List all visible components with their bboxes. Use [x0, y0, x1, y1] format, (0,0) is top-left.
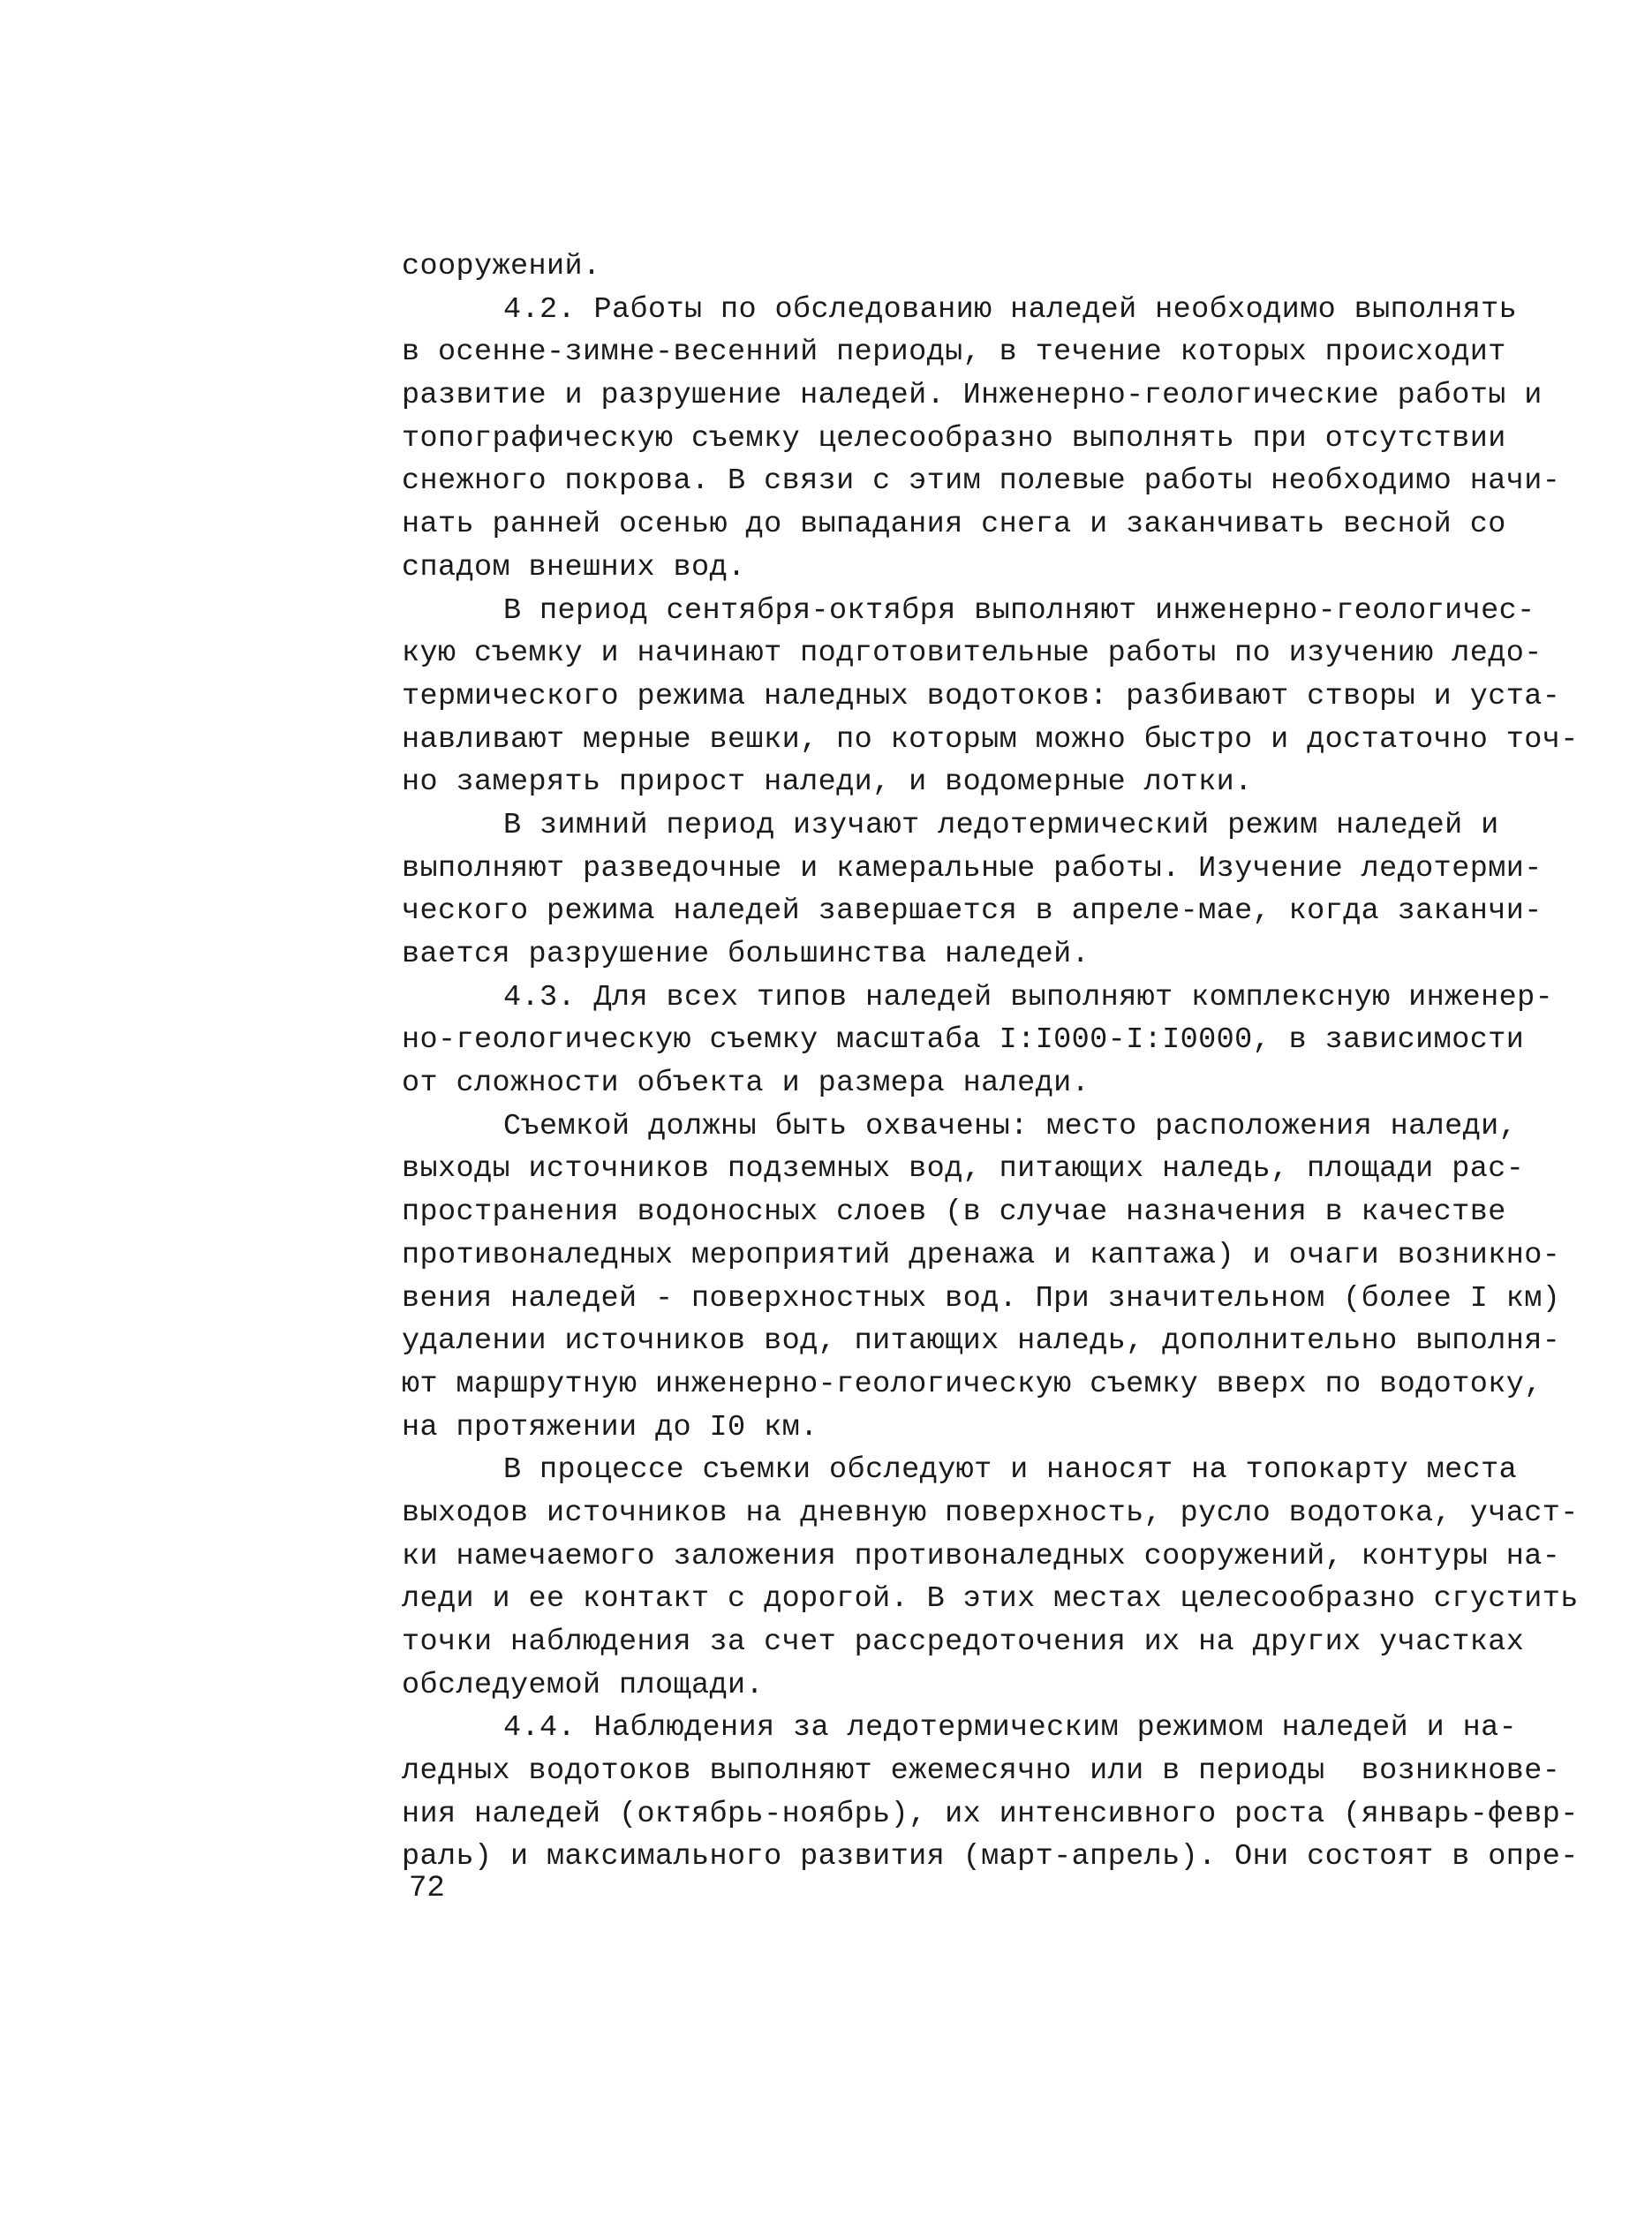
text-line: вения наледей - поверхностных вод. При значительном (более I км): [402, 1281, 1561, 1316]
text-line: в осенне-зимне-весенний периоды, в течение которых происходит: [402, 336, 1506, 370]
text-line: Съемкой должны быть охвачены: место расположения наледи,: [503, 1109, 1518, 1143]
text-line: на протяжении до I0 км.: [402, 1410, 818, 1444]
text-line: топографическую съемку целесообразно выполнять при отсутствии: [402, 421, 1506, 456]
text-line: В зимний период изучают ледотермический режим наледей и: [503, 808, 1499, 842]
text-line: раль) и максимального развития (март-апрель). Они состоят в опре-: [402, 1840, 1579, 1874]
text-line: 4.2. Работы по обследованию наледей необходимо выполнять: [503, 292, 1518, 327]
body-text: [402, 245, 1579, 1879]
text-line: пространения водоносных слоев (в случае назначения в качестве: [402, 1195, 1506, 1230]
text-line: выходов источников на дневную поверхность, русло водотока, участ-: [402, 1496, 1579, 1530]
text-line: В процессе съемки обследуют и наносят на топокарту места: [503, 1453, 1518, 1488]
text-line: снежного покрова. В связи с этим полевые работы необходимо начи-: [402, 464, 1561, 499]
page-number: 72: [409, 1872, 445, 1905]
text-line: удалении источников вод, питающих наледь, дополнительно выполня-: [402, 1324, 1561, 1359]
text-line: обследуемой площади.: [402, 1668, 765, 1702]
text-line: кую съемку и начинают подготовительные работы по изучению ледо-: [402, 637, 1543, 671]
text-line: термического режима наледных водотоков: разбивают створы и уста-: [402, 679, 1561, 713]
text-line: ческого режима наледей завершается в апреле-мае, когда заканчи-: [402, 894, 1543, 929]
text-line: вается разрушение большинства наледей.: [402, 938, 1090, 971]
text-line: 4.3. Для всех типов наледей выполняют комплексную инженер-: [503, 980, 1554, 1014]
text-line: В период сентября-октября выполняют инженерно-геологичес-: [503, 593, 1535, 628]
text-line: сооружений.: [402, 250, 601, 283]
text-line: но-геологическую съемку масштаба I:I000-I:I0000, в зависимости: [402, 1023, 1525, 1058]
text-line: от сложности объекта и размера наледи.: [402, 1067, 1090, 1101]
text-line: точки наблюдения за счет рассредоточения их на других участках: [402, 1625, 1525, 1659]
text-line: противоналедных мероприятий дренажа и каптажа) и очаги возникно-: [402, 1238, 1561, 1272]
text-line: ют маршрутную инженерно-геологическую съемку вверх по водотоку,: [402, 1367, 1543, 1401]
text-line: леди и ее контакт с дорогой. В этих местах целесообразно сгустить: [402, 1582, 1579, 1617]
text-line: выполняют разведочные и камеральные работы. Изучение ледотерми-: [402, 851, 1543, 886]
text-line: нать ранней осенью до выпадания снега и заканчивать весной со: [402, 508, 1506, 542]
text-line: ледных водотоков выполняют ежемесячно или в периоды возникнове-: [402, 1754, 1561, 1789]
text-line: ки намечаемого заложения противоналедных сооружений, контуры на-: [402, 1539, 1561, 1573]
text-line: выходы источников подземных вод, питающих наледь, площади рас-: [402, 1152, 1525, 1187]
text-line: но замерять прирост наледи, и водомерные лотки.: [402, 766, 1253, 800]
text-line: навливают мерные вешки, по которым можно быстро и достаточно точ-: [402, 722, 1579, 757]
text-line: 4.4. Наблюдения за ледотермическим режимом наледей и на-: [503, 1711, 1518, 1746]
text-line: спадом внешних вод.: [402, 550, 746, 585]
text-line: развитие и разрушение наледей. Инженерно-геологические работы и: [402, 379, 1543, 413]
text-line: ния наледей (октябрь-ноябрь), их интенсивного роста (январь-февр-: [402, 1797, 1579, 1831]
